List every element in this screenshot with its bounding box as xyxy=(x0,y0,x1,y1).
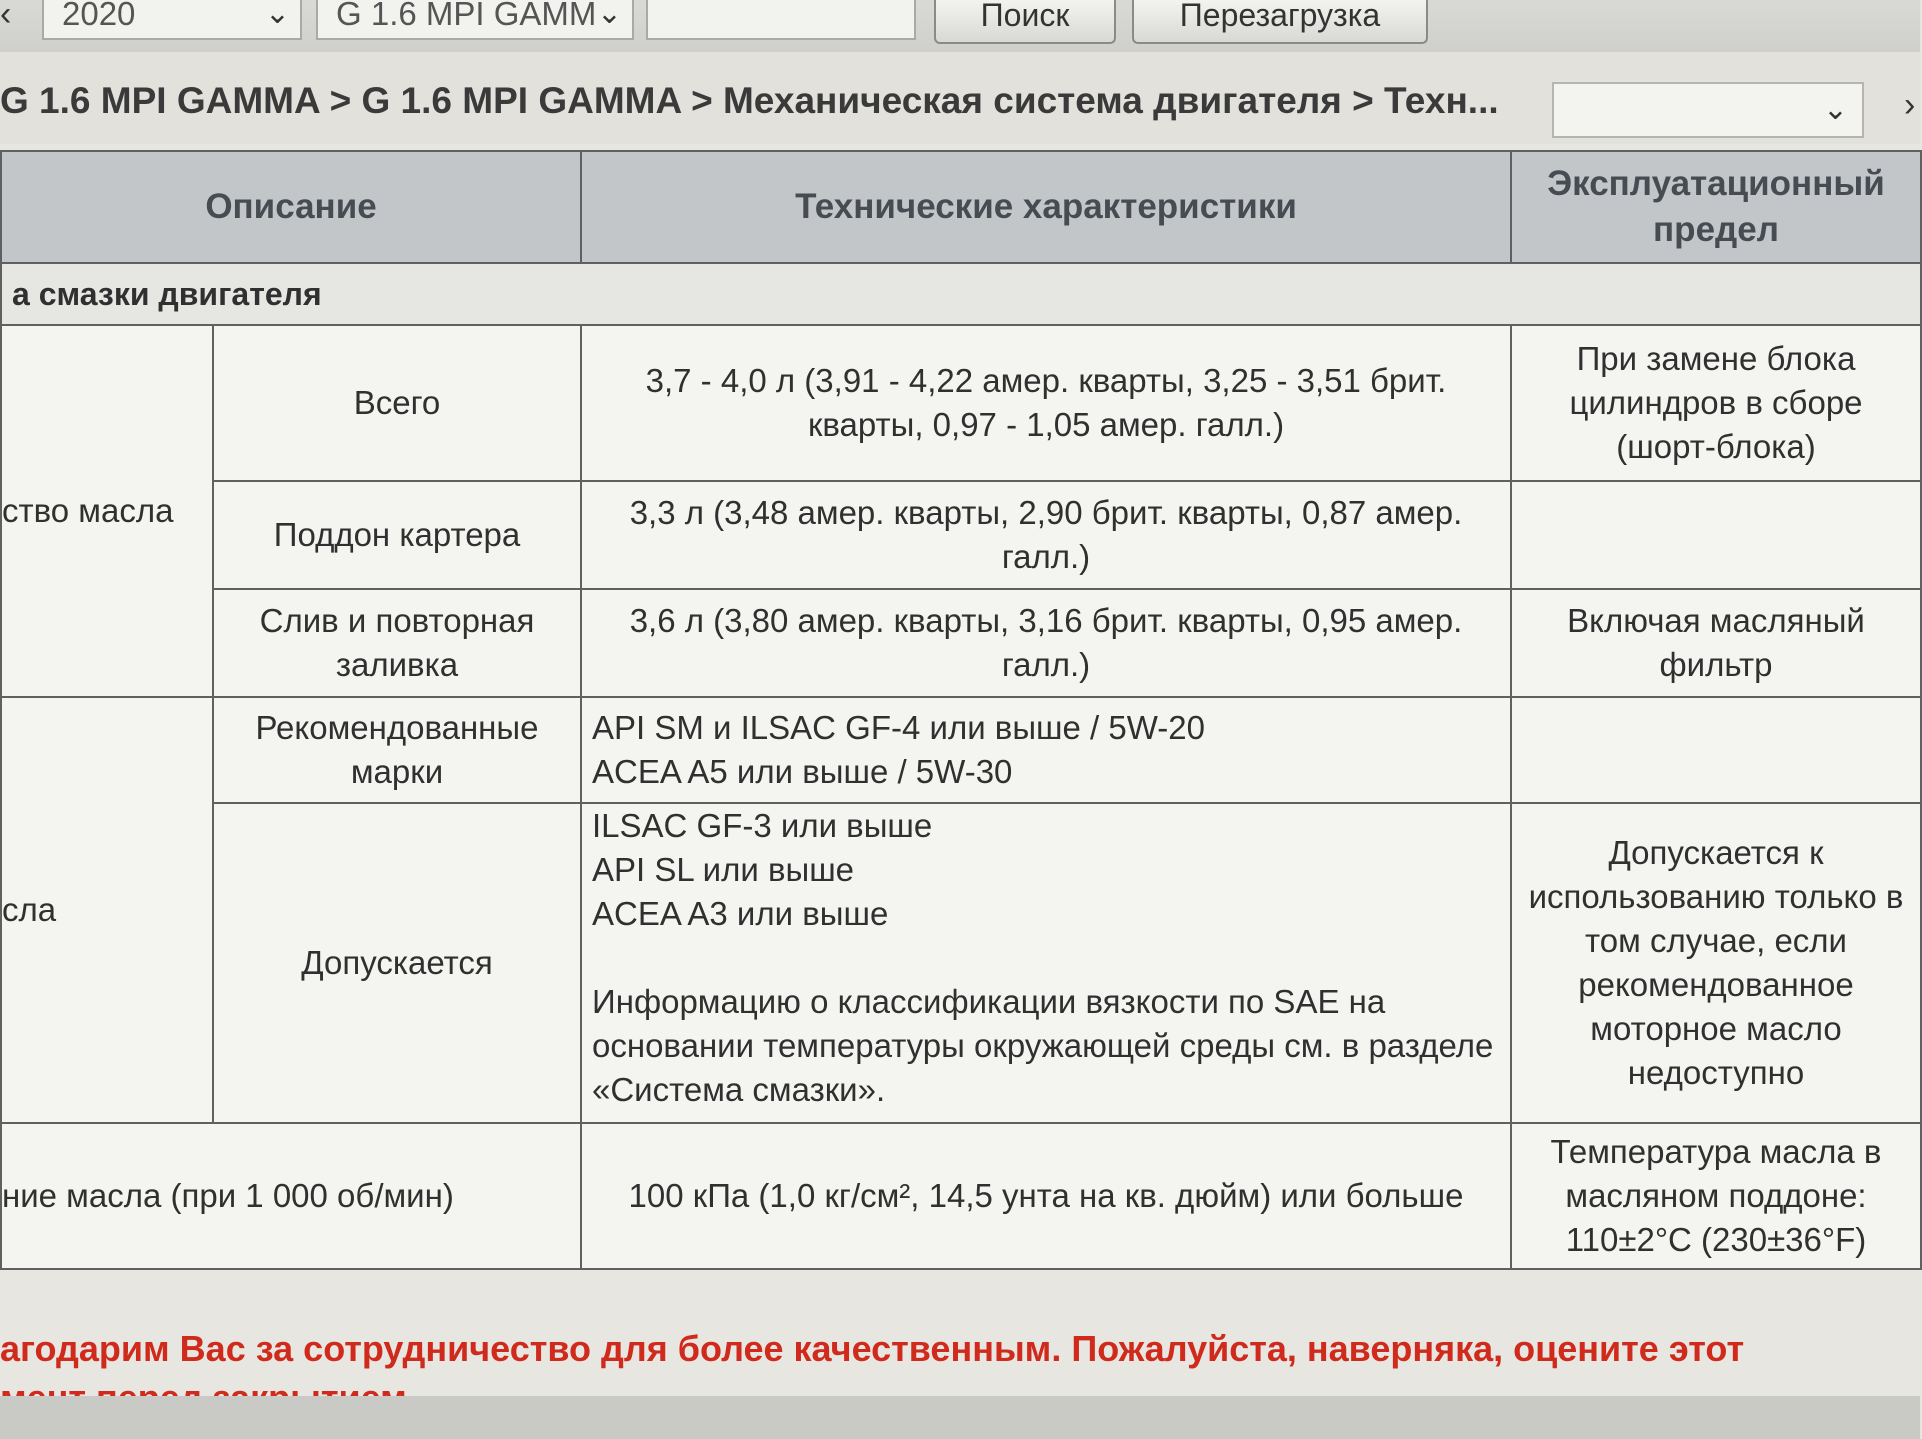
search-input[interactable] xyxy=(646,0,916,40)
engine-select[interactable] xyxy=(316,0,634,40)
table-header-row xyxy=(1,151,1921,263)
chevron-down-icon: ⌄ xyxy=(596,0,622,30)
pressure-spec: 100 кПа (1,0 кг/см², 14,5 унта на кв. дюйм) или больше xyxy=(581,1123,1511,1269)
engine-select-value: G 1.6 MPI GAMM xyxy=(336,0,597,32)
feedback-message: агодарим Вас за сотрудничество для более качественным. Пожалуйста, наверняка, оцените этот xyxy=(0,1328,1745,1369)
allowed-label: Допускается xyxy=(213,803,581,1123)
table-row xyxy=(1,481,1921,589)
toolbar xyxy=(0,0,1920,52)
pressure-label: ние масла (при 1 000 об/мин) xyxy=(1,1123,581,1269)
total-spec: 3,7 - 4,0 л (3,91 - 4,22 амер. кварты, 3,25 - 3,51 брит. кварты, 0,97 - 1,05 амер. галл.) xyxy=(581,325,1511,481)
year-select-value: 2020 xyxy=(62,0,136,32)
oil-grade-label: сла xyxy=(1,697,213,1123)
drain-refill-limit: Включая масляный фильтр xyxy=(1511,589,1921,697)
table-row xyxy=(1,325,1921,481)
recommended-spec-line: ACEA A5 или выше / 5W-30 xyxy=(592,753,1013,790)
allowed-limit: Допускается к использованию только в том случае, если рекомендованное моторное масло недоступно xyxy=(1511,803,1921,1123)
recommended-label: Рекомендованные марки xyxy=(213,697,581,803)
table-row xyxy=(1,697,1921,803)
pressure-limit: Температура масла в масляном поддоне: 110±2°C (230±36°F) xyxy=(1511,1123,1921,1269)
header-description: Описание xyxy=(1,151,581,263)
table-row xyxy=(1,589,1921,697)
drain-refill-spec: 3,6 л (3,80 амер. кварты, 3,16 брит. кварты, 0,95 амер. галл.) xyxy=(581,589,1511,697)
bottom-bar xyxy=(0,1396,1920,1439)
recommended-limit xyxy=(1511,697,1921,803)
oil-pan-spec: 3,3 л (3,48 амер. кварты, 2,90 брит. кварты, 0,87 амер. галл.) xyxy=(581,481,1511,589)
oil-quantity-label: ство масла xyxy=(1,325,213,697)
spec-table xyxy=(0,150,1922,1270)
total-label: Всего xyxy=(213,325,581,481)
chevron-down-icon: ⌄ xyxy=(264,0,290,30)
total-limit: При замене блока цилиндров в сборе (шорт-блока) xyxy=(1511,325,1921,481)
year-select[interactable] xyxy=(42,0,302,40)
allowed-spec-line: API SL или выше xyxy=(592,851,855,888)
allowed-spec-note: Информацию о классификации вязкости по SAE на основании температуры окружающей среды см. в разделе «Система смазки». xyxy=(592,983,1494,1108)
table-row xyxy=(1,1123,1921,1269)
header-specs: Технические характеристики xyxy=(581,151,1511,263)
chevron-down-icon: ⌄ xyxy=(1822,93,1848,126)
section-title: а смазки двигателя xyxy=(1,263,1921,325)
oil-pan-limit xyxy=(1511,481,1921,589)
search-button[interactable]: Поиск xyxy=(934,0,1116,44)
oil-pan-label: Поддон картера xyxy=(213,481,581,589)
header-limit: Эксплуатационный предел xyxy=(1511,151,1921,263)
allowed-spec-line: ACEA A3 или выше xyxy=(592,895,889,932)
reload-button[interactable]: Перезагрузка xyxy=(1132,0,1428,44)
chevron-right-icon[interactable]: › xyxy=(1904,86,1916,124)
allowed-spec-line: ILSAC GF-3 или выше xyxy=(592,807,933,844)
section-row xyxy=(1,263,1921,325)
breadcrumb[interactable]: G 1.6 MPI GAMMA > G 1.6 MPI GAMMA > Механическая система двигателя > Техн... xyxy=(0,80,1499,121)
table-row xyxy=(1,803,1921,1123)
spec-table-container xyxy=(0,150,1920,1290)
recommended-spec xyxy=(581,697,1511,803)
recommended-spec-line: API SM и ILSAC GF-4 или выше / 5W-20 xyxy=(592,709,1205,746)
allowed-spec xyxy=(581,803,1511,1123)
drain-refill-label: Слив и повторная заливка xyxy=(213,589,581,697)
section-select[interactable] xyxy=(1552,82,1864,138)
chevron-left-icon[interactable]: ‹ xyxy=(0,0,12,33)
